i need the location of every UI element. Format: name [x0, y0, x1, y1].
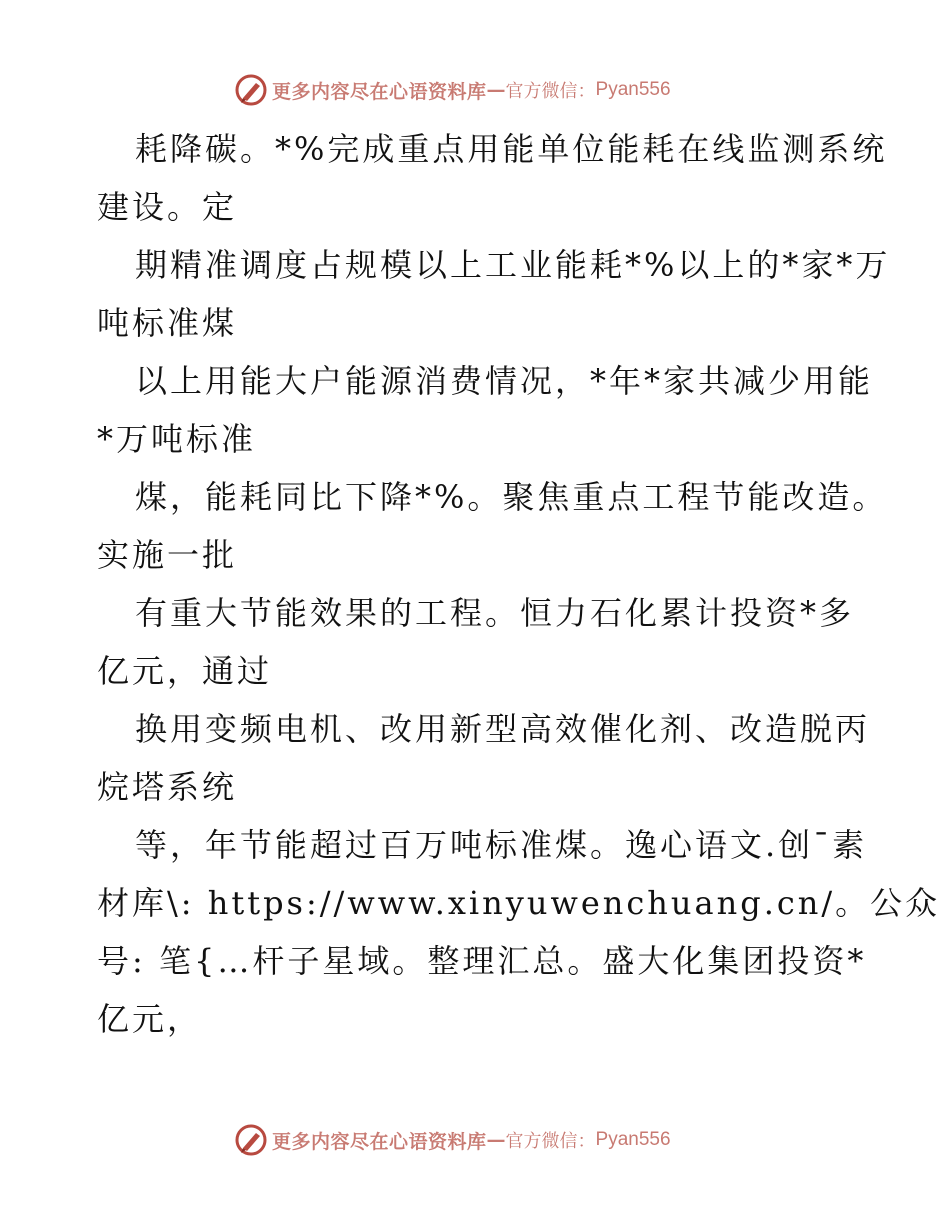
pen-logo-icon	[234, 73, 268, 107]
footer-subtitle: 官方微信：	[505, 1131, 596, 1152]
text-line: *万吨标准	[97, 420, 257, 458]
text-line: 吨标准煤	[97, 304, 238, 342]
text-line: 亿元，	[97, 1000, 203, 1038]
text-line: 号: 笔{…杆子星域。整理汇总。盛大化集团投资*	[97, 942, 867, 980]
footer-wechat-id: Pyan556	[595, 1129, 671, 1150]
text-line: 亿元，通过	[97, 652, 273, 690]
header-subtitle: 官方微信：	[505, 81, 596, 102]
text-line: 材库\: https://www.xinyuwenchuang.cn/。公众	[97, 884, 941, 922]
header-separator: —	[486, 79, 506, 101]
header-watermark	[234, 70, 754, 110]
text-line: 以上用能大户能源消费情况，*年*家共减少用能	[135, 362, 874, 400]
text-line: 煤，能耗同比下降*%。聚焦重点工程节能改造。	[135, 478, 888, 516]
text-line: 有重大节能效果的工程。恒力石化累计投资*多	[135, 594, 855, 632]
text-line: 等，年节能超过百万吨标准煤。逸心语文.创¯素	[135, 826, 868, 864]
footer-watermark	[234, 1120, 754, 1160]
header-wechat-id: Pyan556	[595, 79, 671, 100]
footer-separator: —	[486, 1129, 506, 1151]
text-line: 期精准调度占规模以上工业能耗*%以上的*家*万	[135, 246, 891, 284]
text-line: 实施一批	[97, 536, 238, 574]
text-line: 烷塔系统	[97, 768, 238, 806]
text-line: 耗降碳。*%完成重点用能单位能耗在线监测系统	[135, 130, 888, 168]
footer-title: 更多内容尽在心语资料库	[272, 1130, 487, 1153]
document-body	[97, 120, 941, 1048]
text-line: 换用变频电机、改用新型高效催化剂、改造脱丙	[135, 710, 871, 748]
pen-logo-icon	[234, 1123, 268, 1157]
text-line: 建设。定	[97, 188, 238, 226]
header-title: 更多内容尽在心语资料库	[272, 80, 487, 103]
